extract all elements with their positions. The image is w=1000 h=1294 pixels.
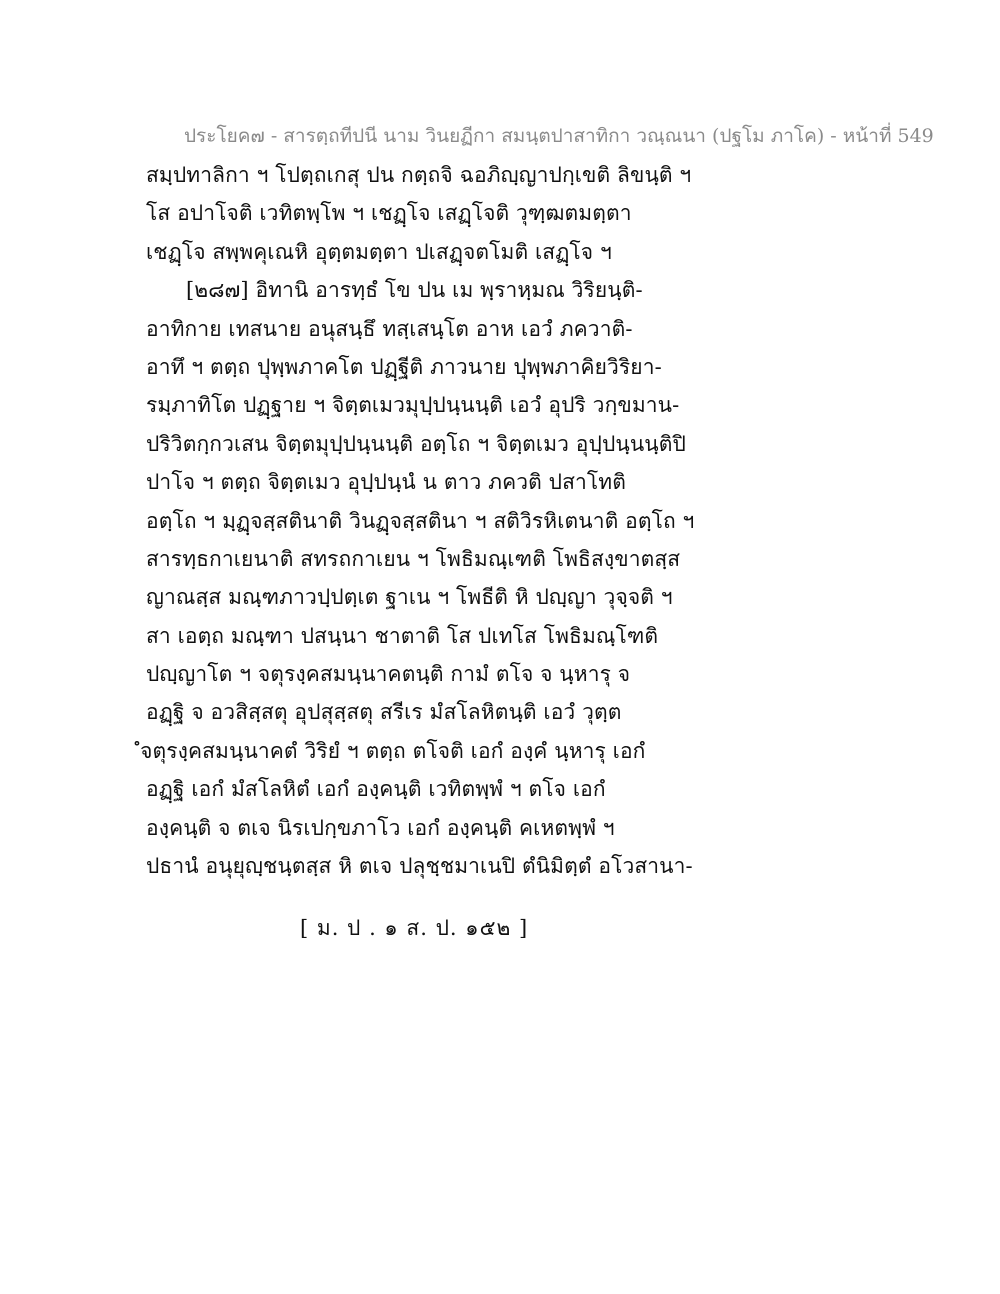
text-line: อาทิกาย เทสนาย อนุสนฺธึ ทสฺเสนฺโต อาห เอวํ ภควาติ- (146, 316, 633, 341)
text-line: อาทึ ฯ ตตฺถ ปุพฺพภาคโต ปฏฺฐีติ ภาวนาย ปุพฺพภาคิยวิริยา- (146, 354, 662, 379)
text-line: ปาโจ ฯ ตตฺถ จิตฺตเมว อุปฺปนฺนํ น ตาว ภควติ ปสาโทติ (146, 470, 626, 495)
source-reference: [ ม. ป . ๑ ส. ป. ๑๕๒ ] (300, 916, 529, 940)
paragraph-start-line: [๒๘๗] อิทานิ อารทฺธํ โข ปน เม พฺราหฺมณ วิริยนฺติ- (186, 278, 643, 303)
text-line: ปธานํ อนุยุญฺชนฺตสฺส หิ ตเจ ปลุชฺชมาเนปิ ตํนิมิตฺตํ อโวสานา- (146, 854, 693, 879)
text-line: ํจตุรงฺคสมนฺนาคตํ วิริยํ ฯ ตตฺถ ตโจติ เอกํ องฺคํ นฺหารุ เอกํ (140, 738, 646, 763)
text-line: โส อปาโจติ เวทิตพฺโพ ฯ เชฏฺโจ เสฏฺโจติ วุฑฺฒตมตฺตา (146, 201, 632, 226)
text-line: องฺคนฺติ จ ตเจ นิรเปกฺขภาโว เอกํ องฺคนฺติ คเหตพฺพํ ฯ (146, 815, 615, 840)
body-text (140, 162, 866, 891)
text-line: ปญฺญาโต ฯ จตุรงฺคสมนฺนาคตนฺติ กามํ ตโจ จ นฺหารุ จ (146, 662, 631, 687)
running-header: ประโยค๗ - สารตฺถทีปนี นาม วินยฏีกา สมนฺตปาสาทิกา วณฺณนา (ปฐโม ภาโค) - หน้าที่ 549 (184, 125, 934, 147)
text-line: อฏฺฐิ จ อวสิสฺสตุ อุปสุสฺสตุ สรีเร มํสโลหิตนฺติ เอวํ วุตฺต (146, 700, 622, 725)
text-line: ญาณสฺส มณฺฑภาวปฺปตฺเต ฐาเน ฯ โพธีติ หิ ปญฺญา วุจฺจติ ฯ (146, 585, 673, 610)
text-line: สารทฺธกาเยนาติ สทรถกาเยน ฯ โพธิมณฺเฑติ โพธิสงฺขาตสฺส (146, 546, 681, 571)
text-line: สา เอตฺถ มณฺฑา ปสนฺนา ชาตาติ โส ปเทโส โพธิมณฺโฑติ (146, 623, 659, 648)
text-line: สมฺปทาลิกา ฯ โปตฺถเกสุ ปน กตฺถจิ ฉอภิญฺญาปกฺเขติ ลิขนฺติ ฯ (146, 163, 692, 187)
text-line: รมฺภาทิโต ปฏฺฐาย ฯ จิตฺตเมวมุปฺปนฺนนฺติ เอวํ อุปริ วกฺขมาน- (146, 393, 680, 418)
text-line: ปริวิตกฺกวเสน จิตฺตมุปฺปนฺนนฺติ อตฺโถ ฯ จิตฺตเมว อุปฺปนฺนนฺติปิ (146, 431, 686, 456)
text-line: เชฏฺโจ สพฺพคุเณหิ อุตฺตมตฺตา ปเสฏฺจตโมติ เสฏฺโจ ฯ (146, 239, 612, 264)
text-line: อตฺโถ ฯ มฺฏฺจสฺสตินาติ วินฏฺจสฺสตินา ฯ สติวิรหิเตนาติ อตฺโถ ฯ (146, 508, 695, 533)
text-line: อฏฺฐิ เอกํ มํสโลหิตํ เอกํ องฺคนฺติ เวทิตพฺพํ ฯ ตโจ เอกํ (146, 777, 606, 802)
